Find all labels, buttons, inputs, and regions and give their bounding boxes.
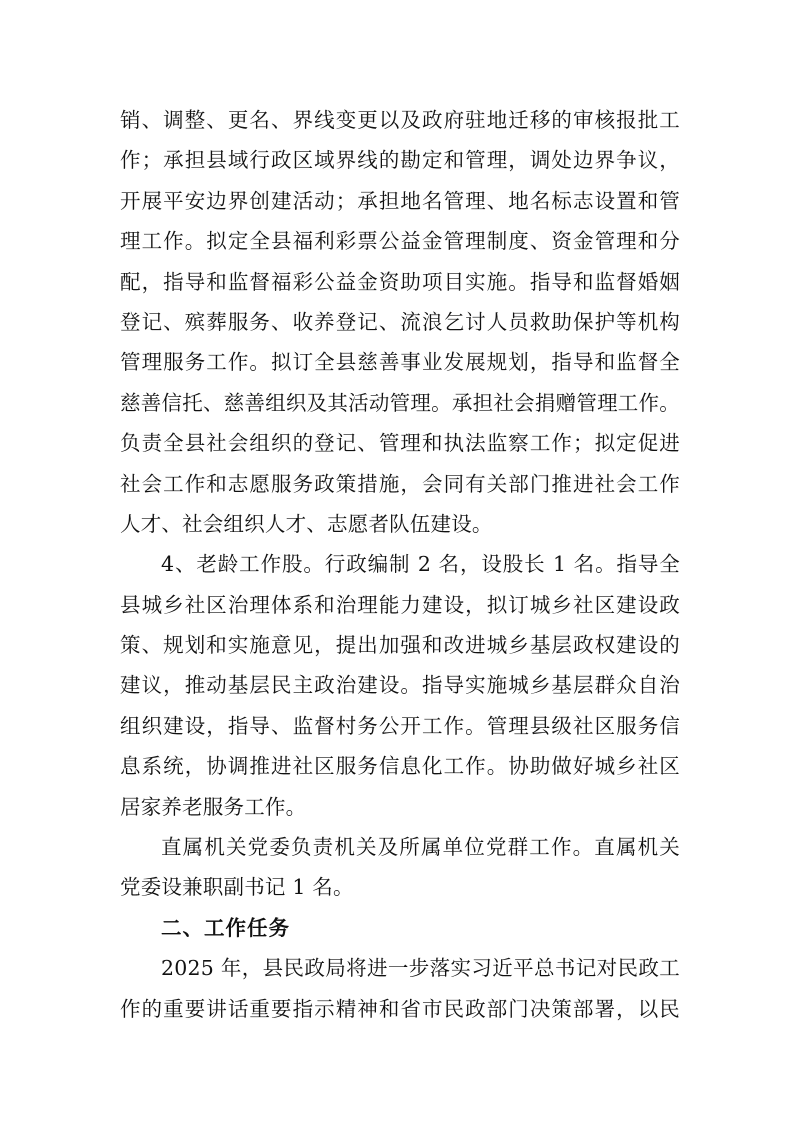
document-body	[120, 100, 680, 1029]
text-line: 作；承担县域行政区域界线的勘定和管理，调处边界争议，	[120, 148, 680, 173]
text-line: 县城乡社区治理体系和治理能力建设，拟订城乡社区建设政	[120, 592, 680, 617]
text-line: 组织建设，指导、监督村务公开工作。管理县级社区服务信	[120, 713, 680, 738]
paragraph-party-committee	[120, 827, 680, 908]
paragraph-civil-affairs-continuation	[120, 100, 680, 544]
paragraph-work-tasks	[120, 948, 680, 1029]
text-line: 开展平安边界创建活动；承担地名管理、地名标志设置和管	[120, 188, 680, 213]
text-line: 登记、殡葬服务、收养登记、流浪乞讨人员救助保护等机构	[120, 309, 680, 334]
text-line: 销、调整、更名、界线变更以及政府驻地迁移的审核报批工	[120, 108, 680, 132]
text-line: 4、老龄工作股。行政编制 2 名，设股长 1 名。指导全	[161, 552, 680, 577]
text-line: 直属机关党委负责机关及所属单位党群工作。直属机关	[161, 835, 680, 860]
text-line: 社会工作和志愿服务政策措施，会同有关部门推进社会工作	[120, 471, 680, 496]
text-line: 建议，推动基层民主政治建设。指导实施城乡基层群众自治	[120, 673, 680, 698]
text-line: 慈善信托、慈善组织及其活动管理。承担社会捐赠管理工作。	[120, 390, 680, 415]
text-line: 人才、社会组织人才、志愿者队伍建设。	[120, 511, 493, 536]
text-line: 2025 年，县民政局将进一步落实习近平总书记对民政工	[161, 956, 680, 981]
text-line: 作的重要讲话重要指示精神和省市民政部门决策部署，以民	[120, 996, 680, 1021]
text-line: 息系统，协调推进社区服务信息化工作。协助做好城乡社区	[120, 754, 680, 779]
paragraph-aging-work-section	[120, 544, 680, 827]
section-heading-work-tasks: 二、工作任务	[161, 915, 290, 940]
text-line: 配，指导和监督福彩公益金资助项目实施。指导和监督婚姻	[120, 269, 680, 294]
text-line: 党委设兼职副书记 1 名。	[120, 875, 354, 900]
text-line: 居家养老服务工作。	[120, 794, 307, 819]
text-line: 管理服务工作。拟订全县慈善事业发展规划，指导和监督全	[120, 350, 680, 375]
text-line: 策、规划和实施意见，提出加强和改进城乡基层政权建设的	[120, 633, 680, 658]
text-line: 理工作。拟定全县福利彩票公益金管理制度、资金管理和分	[120, 229, 680, 254]
text-line: 负责全县社会组织的登记、管理和执法监察工作；拟定促进	[120, 431, 680, 456]
